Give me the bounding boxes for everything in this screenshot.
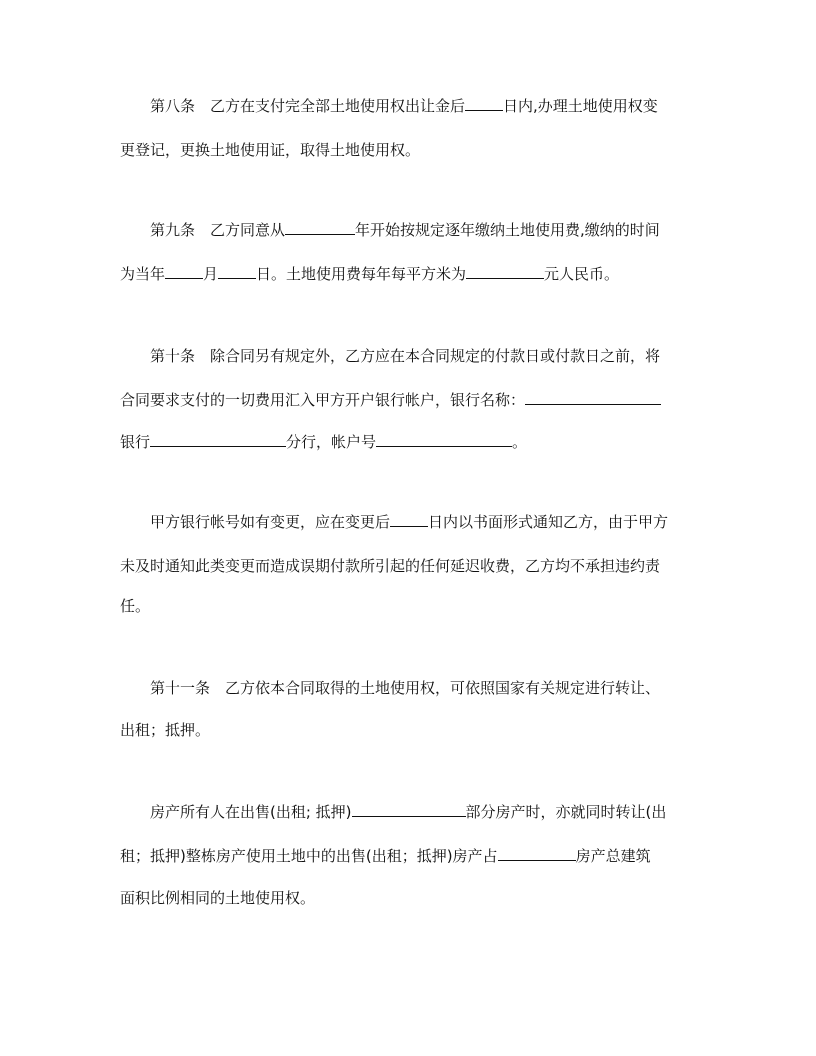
- article-10-line-1: [150, 346, 660, 366]
- article-10-text: 分行，帐户号: [286, 433, 377, 451]
- property-text: 部分房产时，亦就同时转让(出: [465, 803, 667, 821]
- article-9-line-2: [120, 264, 619, 284]
- article-9-text: 月: [203, 265, 219, 283]
- blank-proportion: [498, 846, 576, 861]
- article-9-text: 第九条 乙方同意从: [150, 221, 286, 239]
- property-line-2: [120, 846, 651, 866]
- article-10-text: 第十条 除合同另有规定外，乙方应在本合同规定的付款日或付款日之前，将: [150, 347, 661, 365]
- article-8-line-2: [120, 140, 420, 160]
- blank-portion: [352, 802, 466, 817]
- property-line-3: [120, 888, 315, 908]
- blank-fee: [466, 264, 544, 279]
- property-text: 房产总建筑: [575, 847, 651, 865]
- article-8-text-cont: 日内,办理土地使用权变: [503, 97, 658, 115]
- article-9-text: 元人民币。: [544, 265, 620, 283]
- blank-month: [165, 264, 203, 279]
- bank-change-text: 任。: [120, 597, 151, 615]
- article-8-text: 更登记，更换土地使用证，取得土地使用权。: [120, 141, 421, 159]
- property-text: 面积比例相同的土地使用权。: [120, 889, 316, 907]
- blank-days: [465, 96, 503, 111]
- property-text: 房产所有人在出售(出租; 抵押): [150, 803, 352, 821]
- article-9-text: 为当年: [120, 265, 166, 283]
- article-10-text: 。: [512, 433, 528, 451]
- bank-change-text: 日内以书面形式通知乙方，由于甲方: [428, 513, 669, 531]
- blank-year: [285, 220, 355, 235]
- bank-change-text: 甲方银行帐号如有变更，应在变更后: [150, 513, 391, 531]
- blank-bank-name: [525, 390, 661, 405]
- bank-change-line-2: [120, 556, 660, 576]
- article-9-text-cont: 年开始按规定逐年缴纳土地使用费,缴纳的时间: [355, 221, 660, 239]
- bank-change-text: 未及时通知此类变更而造成误期付款所引起的任何延迟收费，乙方均不承担违约责: [120, 557, 661, 575]
- article-10-line-2: [120, 390, 661, 410]
- article-10-line-3: [120, 432, 527, 452]
- article-8-text: 第八条 乙方在支付完全部土地使用权出让金后: [150, 97, 466, 115]
- article-9-text: 日。土地使用费每年每平方米为: [256, 265, 467, 283]
- article-11-line-1: [150, 678, 660, 698]
- article-10-text: 合同要求支付的一切费用汇入甲方开户银行帐户，银行名称：: [120, 391, 526, 409]
- article-9-line-1: [150, 220, 660, 240]
- article-11-line-2: [120, 720, 210, 740]
- blank-notice-days: [390, 512, 428, 527]
- article-10-text: 银行: [120, 433, 151, 451]
- blank-account-number: [376, 432, 512, 447]
- blank-day: [218, 264, 256, 279]
- property-text: 租；抵押)整栋房产使用土地中的出售(出租；抵押)房产占: [120, 847, 498, 865]
- article-8-line-1: [150, 96, 658, 116]
- property-line-1: [150, 802, 666, 822]
- article-11-text: 出租；抵押。: [120, 721, 211, 739]
- bank-change-line-1: [150, 512, 668, 532]
- bank-change-line-3: [120, 596, 150, 616]
- article-11-text: 第十一条 乙方依本合同取得的土地使用权，可依照国家有关规定进行转让、: [150, 679, 661, 697]
- blank-branch: [150, 432, 286, 447]
